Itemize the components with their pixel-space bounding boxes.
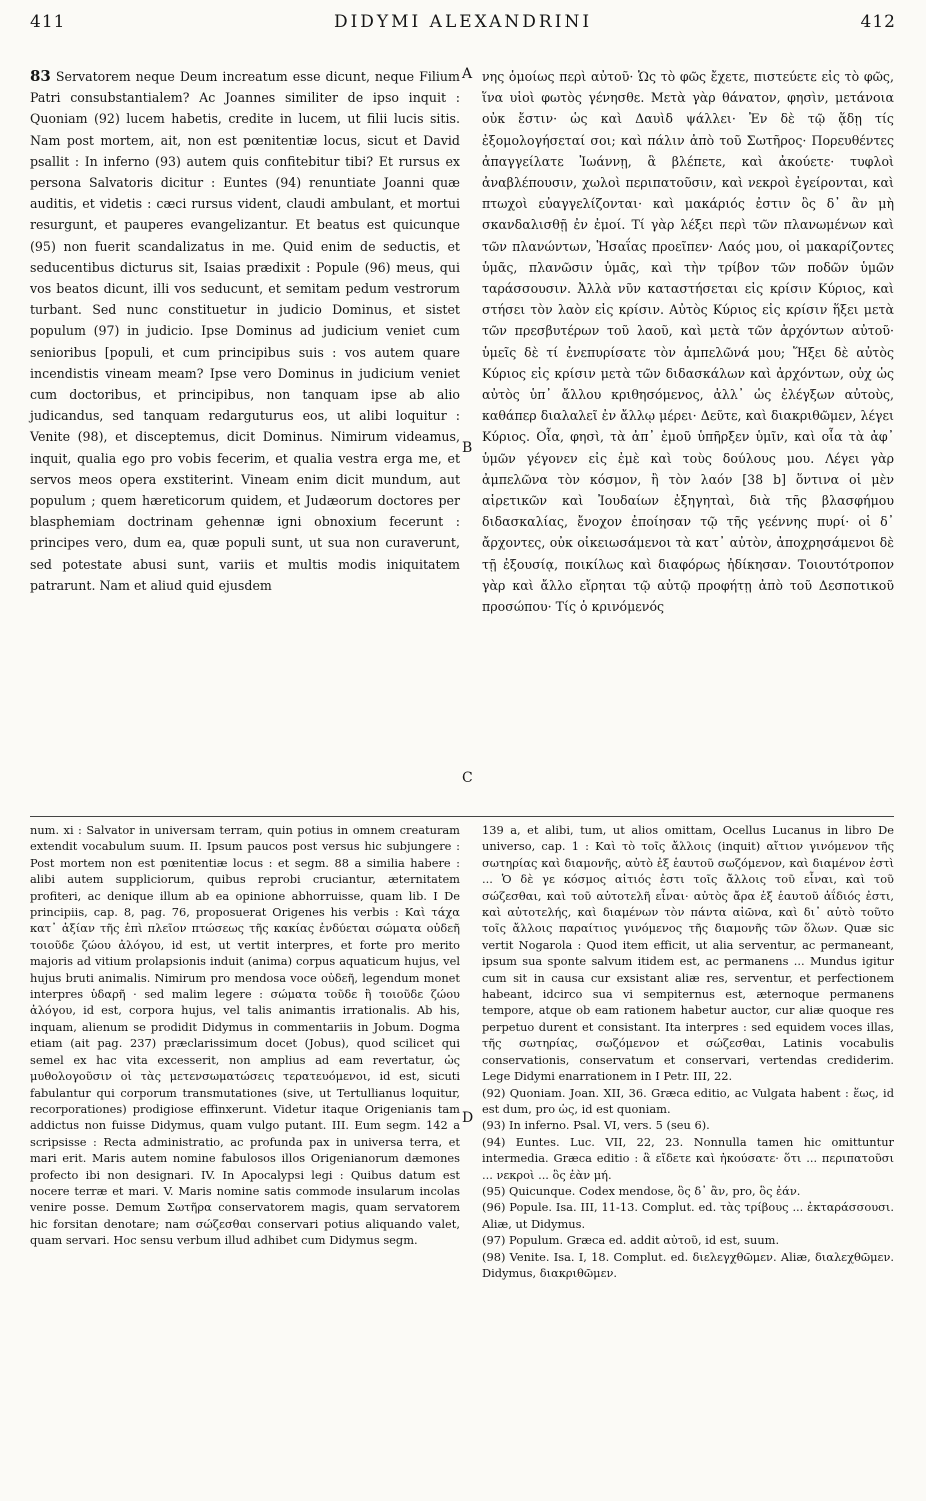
notes-left-text: num. xi : Salvator in universam terram, quin potius in omnem creaturam extendit vocabulum suum. II. Ipsum paucos post versus hic subjungere : Post mortem non est pœnitentiæ locus : et segm. 88 a similia habere : alibi autem suppliciorum, quibus reprobi cruciantur, æternitatem profiteri, ac denique illum ab ea opinione abhorruisse, quam lib. I De principiis, cap. 8, pag. 76, proposuerat Origenes his verbis : Καὶ τάχα κατ᾿ ἀξίαν τῆς ἐπὶ πλεῖον πτώσεως τῆς κακίας ἐνδύεται σώματα οὐδεῆ τοιοῦδε ζώου ἀλόγου, id est, ut vertit interpres, et forte pro merito majoris ad vitium prolapsionis induit (anima) corpus aquaticum hujus, vel hujus bruti animalis. Nimirum pro mendosa voce οὐδεῆ, legendum monet interpres ὑδαρῆ · sed malim legere : σώματα τοῦδε ἢ τοιοῦδε ζώου ἀλόγου, id est, corpora hujus, vel talis animantis irrationalis. Ab his, inquam, alienum se prodidit Didymus in commentariis in Jobum. Dogma etiam (ait pag. 237) præclarissimum docet (Jobus), quod scilicet qui semel ex hac vita excesserit, non amplius ad eam revertatur, ὡς μυθολογοῦσιν οἱ τὰς μετενσωματώσεις τερατευόμενοι, id est, sicuti fabulantur qui corporum transmutationes (sive, ut Tertullianus loquitur, recorporationes) prodigiose effinxerunt. Videtur itaque Origenianis tam addictus non fuisse Didymus, quam vulgo putant. III. Eum segm. 142 a scripsisse : Recta administratio, ac profunda pax in universa terra, et mari erit. Maris autem nomine fabulosos illos Origenianorum dæmones profecto ibi non designari. IV. In Apocalypsi legi : Quibus datum est nocere terræ et mari. V. Maris nomine satis commode insularum incolas venire posse. Demum Σωτῆρα conservatorem magis, quam servatorem hic forsitan denotare; nam σώζεσθαι conservari potius aliquando valet, quam servari. Hoc sensu verbum illud adhibet cum Didymus segm.	[30, 823, 460, 1248]
footnote-95: (95) Quicunque. Codex mendose, ὃς δ᾿ ἂν, pro, ὃς ἐάν.	[482, 1183, 801, 1198]
margin-marker-d: D	[462, 1110, 474, 1126]
footnote-96: (96) Popule. Isa. III, 11-13. Complut. ed. τὰς τρίβους ... ἐκταράσσουσι. Aliæ, ut Didymus.	[482, 1200, 894, 1231]
right-page-number: 412	[860, 12, 896, 32]
section-number: 83	[30, 67, 51, 85]
notes-left-column	[30, 822, 460, 1249]
running-title: DIDYMI ALEXANDRINI	[333, 12, 593, 32]
greek-text: νης ὁμοίως περὶ αὐτοῦ· Ὡς τὸ φῶς ἔχετε, πιστεύετε εἰς τὸ φῶς, ἵνα υἱοὶ φωτὸς γένησθε. Μετὰ γὰρ θάνατον, φησὶν, μετάνοια οὐκ ἔστιν· ὡς καὶ Δαυὶδ ψάλλει· Ἐν δὲ τῷ ᾅδῃ τίς ἐξομολογήσεταί σοι; καὶ πάλιν ἀπὸ τοῦ Σωτῆρος· Πορευθέντες ἀπαγγείλατε Ἰωάννῃ, ἃ βλέπετε, καὶ ἀκούετε· τυφλοὶ ἀναβλέπουσιν, χωλοὶ περιπατοῦσιν, καὶ νεκροὶ ἐγείρονται, καὶ πτωχοὶ εὐαγγελίζονται· καὶ μακάριός ἐστιν ὃς δ᾿ ἂν μὴ σκανδαλισθῇ ἐν ἐμοί. Τί γὰρ λέξει περὶ τῶν πλανωμένων καὶ τῶν πλανώντων, Ἡσαΐας προεῖπεν· Λαός μου, οἱ μακαρίζοντες ὑμᾶς, πλανῶσιν ὑμᾶς, καὶ τὴν τρίβον τῶν ποδῶν ὑμῶν ταράσσουσιν. Ἀλλὰ νῦν καταστήσεται εἰς κρίσιν Κύριος, καὶ στήσει τὸν λαὸν εἰς κρίσιν. Αὐτὸς Κύριος εἰς κρίσιν ἥξει μετὰ τῶν πρεσβυτέρων τοῦ λαοῦ, καὶ μετὰ τῶν ἀρχόντων αὐτοῦ· ὑμεῖς δὲ τί ἐνεπυρίσατε τὸν ἀμπελῶνά μου; Ἥξει δὲ αὐτὸς Κύριος εἰς κρίσιν μετὰ τῶν διδασκάλων καὶ ἀρχόντων, οὐχ ὡς αὐτὸς ὑπ᾿ ἄλλου κριθησόμενος, ἀλλ᾿ ὡς ἐλέγξων αὐτοὺς, καθάπερ διαλαλεῖ ἐν ἄλλῳ μέρει· Δεῦτε, καὶ διακριθῶμεν, λέγει Κύριος. Οἷα, φησὶ, τὰ ἀπ᾿ ἐμοῦ ὑπῆρξεν ὑμῖν, καὶ οἷα τὰ ἀφ᾿ ὑμῶν γέγονεν εἰς ἐμὲ καὶ τοὺς δούλους μου. Λέγει γὰρ ἀμπελῶνα τὸν κόσμον, ἢ τὸν λαόν [38 b] ὅντινα οἱ μὲν αἱρετικῶν καὶ Ἰουδαίων ἐξηγηταὶ, διὰ τῆς βλασφήμου διδασκαλίας, ἔνοχον ἐποίησαν τῷ τῆς γεέννης πυρί· οἱ δ᾿ ἄρχοντες, οὐκ οἰκειωσάμενοι τὰ κατ᾿ αὐτὸν, ἀποχρησάμενοι δὲ τῇ ἐξουσίᾳ, ποικίλως καὶ διαφόρως ἠδίκησαν. Τοιουτότροπον γὰρ καὶ ἄλλο εἴρηται τῷ αὐτῷ προφήτῃ ἀπὸ τοῦ Δεσποτικοῦ προσώπου· Τίς ὁ κρινόμενός	[482, 69, 894, 615]
left-page-number: 411	[30, 12, 66, 32]
margin-marker-c: C	[462, 770, 473, 786]
running-header	[30, 8, 896, 36]
notes-right-column	[482, 822, 894, 1281]
greek-body-column	[482, 66, 894, 617]
footnote-92: (92) Quoniam. Joan. XII, 36. Græca editio, ac Vulgata habent : ἕως, id est dum, pro ὡς, id est quoniam.	[482, 1085, 894, 1116]
notes-right-intro: 139 a, et alibi, tum, ut alios omittam, Ocellus Lucanus in libro De universo, cap. 1 : Καὶ τὸ τοῖς ἄλλοις (inquit) αἴτιον γινόμενον τῆς σωτηρίας καὶ διαμονῆς, αὐτὸ ἐξ ἑαυτοῦ σωζόμενον, καὶ διαμένον ἐστὶ ... Ὁ δὲ γε κόσμος αἰτιός ἐστι τοῖς ἄλλοις τοῦ εἶναι, καὶ τοῦ σώζεσθαι, καὶ τοῦ αὐτοτελῆ εἶναι· αὐτὸς ἄρα ἐξ ἑαυτοῦ ἀΐδιός ἐστι, καὶ αὐτοτελής, καὶ διαμένων τὸν πάντα αἰῶνα, καὶ δι᾿ αὐτὸ τοῦτο τοῖς ἄλλοις παραίτιος γινόμενος τῆς διαμονῆς τῶν ὅλων. Quæ sic vertit Nogarola : Quod item efficit, ut alia serventur, ac permaneant, ipsum sua sponte salvum itidem est, ac permanens ... Mundus igitur cum sit in causa cur exsistant aliæ res, serventur, et perfectionem habeant, idcirco sua vi sempiternus est, æternoque permanens tempore, atque ob eam rationem habetur auctor, cur aliæ quoque res perpetuo durent et consistant. Ita interpres : sed equidem voces illas, τῆς σωτηρίας, σωζόμενον et σώζεσθαι, Latinis vocabulis conservationis, conservatum et conservari, vertendas crediderim. Lege Didymi enarrationem in I Petr. III, 22.	[482, 823, 894, 1084]
footnote-97: (97) Populum. Græca ed. addit αὐτοῦ, id est, suum.	[482, 1233, 780, 1248]
footnote-93: (93) In inferno. Psal. VI, vers. 5 (seu 6).	[482, 1118, 710, 1133]
latin-body-column	[30, 66, 460, 596]
footnote-98: (98) Venite. Isa. I, 18. Complut. ed. διελεγχθῶμεν. Aliæ, διαλεχθῶμεν. Didymus, διακριθῶμεν.	[482, 1249, 894, 1280]
latin-text: Servatorem neque Deum increatum esse dicunt, neque Filium Patri consubstantialem? Ac Joannes similiter de ipso inquit : Quoniam (92) lucem habetis, credite in lucem, ut filii lucis sitis. Nam post mortem, ait, non est pœnitentiæ locus, sicut et David psallit : In inferno (93) autem quis confitebitur tibi? Et rursus ex persona Salvatoris dicitur : Euntes (94) renuntiate Joanni quæ auditis, et videtis : cæci rursus vident, claudi ambulant, et mortui resurgunt, et pauperes evangelizantur. Et beatus est quicunque (95) non fuerit scandalizatus in me. Quid enim de seductis, et seducentibus dicturus sit, Isaias prædixit : Popule (96) meus, qui vos beatos dicunt, illi vos seducunt, et semitam pedum vestrorum turbant. Sed nunc constituetur in judicio Dominus, et sistet populum (97) in judicio. Ipse Dominus ad judicium veniet cum senioribus [populi, et cum principibus suis : vos autem quare incendistis vineam meam? Ipse vero Dominus in judicium veniet cum doctoribus, et principibus, non tanquam ipse ab alio judicandus, sed tanquam redarguturus eos, ut alibi loquitur : Venite (98), et disceptemus, dicit Dominus. Nimirum videamus, inquit, qualia ego pro vobis fecerim, et qualia vestra erga me, et servos meos opera exstiterint. Vineam enim dicit mundum, aut populum ; quem hæreticorum quidem, et Judæorum doctores per blasphemiam doctrinam gehennæ igni obnoxium fecerunt : principes vero, dum ea, quæ populi sunt, ut sua non curaverunt, sed potestate abusi sunt, variis et multis modis iniquitatem patrarunt. Nam et aliud quid ejusdem	[30, 69, 460, 593]
footnote-separator	[30, 816, 894, 817]
footnote-94: (94) Euntes. Luc. VII, 22, 23. Nonnulla tamen hic omittuntur intermedia. Græca editio : ἃ εἴδετε καὶ ἠκούσατε· ὅτι ... περιπατοῦσι ... νεκροὶ ... ὃς ἐὰν μή.	[482, 1134, 894, 1182]
margin-marker-a: A	[462, 66, 473, 82]
margin-marker-b: B	[462, 440, 473, 456]
